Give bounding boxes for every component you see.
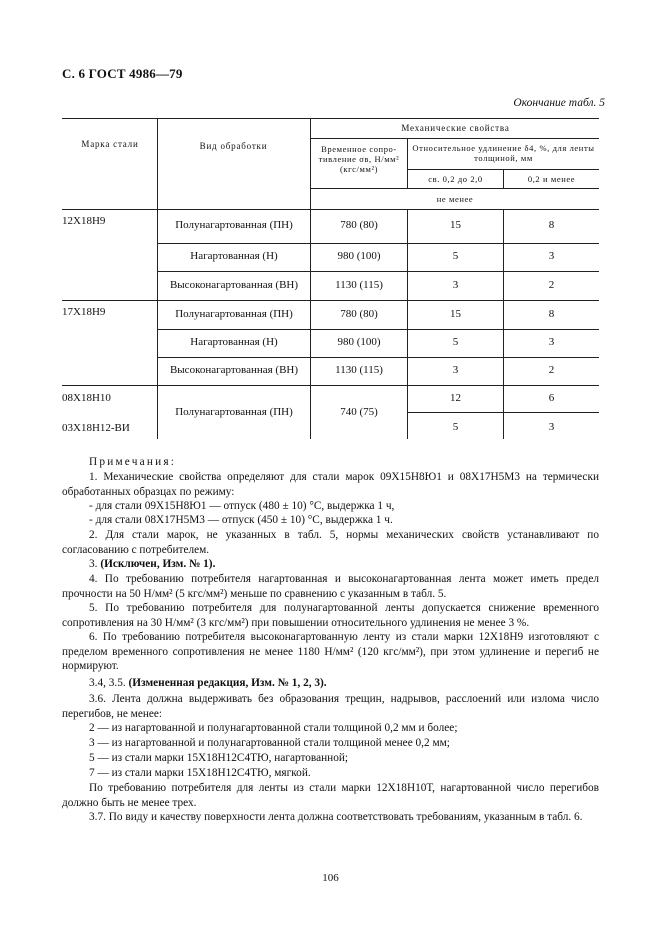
elongation-cell: 6 (548, 392, 555, 404)
note-4: 4. По требованию потребителя нагартованная и высоконагартованная лента может иметь предел прочности на 50 Н/мм² (5 кгс/мм²) меньше по сравнению с указанным в табл. 5. (62, 573, 599, 600)
table-col-divider (407, 209, 408, 439)
note-3-number: 3. (89, 558, 98, 570)
treatment-cell: Высоконагартованная (ВН) (169, 279, 299, 291)
tensile-cell: 740 (75) (340, 406, 378, 418)
note-6: 6. По требованию потребителя высоконагартованную ленту из стали марки 12Х18Н9 изготовляют с пределом временного сопротивления не менее 1180 Н/мм² (120 кгс/мм²), при этом удлинение и перегиб не нормируют. (62, 631, 599, 673)
list-item: 5 — из стали марки 15Х18Н12С4ТЮ, нагартованной; (89, 752, 349, 764)
note-3 (62, 557, 599, 572)
note-3-bold: (Исключен, Изм. № 1). (100, 558, 216, 570)
note-1a: - для стали 09Х15Н8Ю1 — отпуск (480 ± 10) °С, выдержка 1 ч, (89, 500, 395, 512)
tensile-cell: 1130 (115) (335, 279, 383, 291)
grade-cell: 12Х18Н9 (62, 215, 106, 227)
table-divider (157, 243, 599, 244)
table-header-bottom (62, 209, 599, 210)
header-thickness-2: 0,2 и менее (527, 174, 576, 184)
paragraph-3-4-bold: (Измененная редакция, Изм. № 1, 2, 3). (128, 677, 327, 689)
elongation-cell: 5 (452, 421, 459, 433)
elongation-cell: 15 (450, 219, 461, 231)
tensile-cell: 780 (80) (340, 308, 378, 320)
mechanical-properties-table (62, 118, 599, 439)
elongation-cell: 15 (450, 308, 461, 320)
paragraph-3-4-number: 3.4, 3.5. (89, 677, 126, 689)
table-divider (157, 329, 599, 330)
table-divider (157, 357, 599, 358)
elongation-cell: 3 (548, 421, 555, 433)
header-mechanical-properties: Механические свойства (401, 123, 510, 133)
elongation-cell: 2 (548, 279, 555, 291)
grade-cell: 17Х18Н9 (62, 306, 106, 318)
treatment-cell: Нагартованная (Н) (190, 250, 278, 262)
treatment-cell: Полунагартованная (ПН) (175, 219, 293, 231)
elongation-cell: 12 (450, 392, 461, 404)
table-caption: Окончание табл. 5 (513, 97, 605, 109)
table-divider (62, 300, 599, 301)
elongation-cell: 2 (548, 364, 555, 376)
note-1b: - для стали 08Х17Н5М3 — отпуск (450 ± 10) °С, выдержка 1 ч. (89, 514, 393, 526)
page-header: С. 6 ГОСТ 4986—79 (62, 66, 183, 81)
header-thickness-1: св. 0,2 до 2,0 (428, 174, 483, 184)
elongation-cell: 8 (548, 308, 555, 320)
list-item: 3 — из нагартованной и полунагартованной стали толщиной менее 0,2 мм; (89, 737, 450, 749)
page-number: 106 (322, 872, 339, 884)
treatment-cell: Высоконагартованная (ВН) (169, 364, 299, 376)
elongation-cell: 5 (452, 250, 459, 262)
elongation-cell: 3 (452, 364, 459, 376)
tensile-cell: 980 (100) (337, 336, 381, 348)
table-divider (310, 188, 599, 189)
elongation-cell: 8 (548, 219, 555, 231)
treatment-cell: Нагартованная (Н) (190, 336, 278, 348)
tensile-cell: 780 (80) (340, 219, 378, 231)
header-tensile-strength: Временное сопро-тивление σв, Н/мм² (кгс/мм²) (318, 144, 400, 174)
elongation-cell: 3 (452, 279, 459, 291)
grade-cell: 03Х18Н12-ВИ (62, 422, 130, 434)
paragraph-3-7: 3.7. По виду и качеству поверхности лента должна соответствовать требованиям, указанным в табл. 6. (89, 811, 583, 823)
note-2: 2. Для стали марок, не указанных в табл. 5, нормы механических свойств устанавливают по согласованию с потребителем. (62, 529, 599, 556)
table-top-border (62, 118, 599, 119)
table-divider (62, 385, 599, 386)
header-grade: Марка стали (81, 139, 139, 149)
tensile-cell: 980 (100) (337, 250, 381, 262)
table-divider (310, 138, 599, 139)
notes-title: Примечания: (89, 456, 177, 468)
header-not-less: не менее (436, 194, 474, 204)
tensile-cell: 1130 (115) (335, 364, 383, 376)
treatment-cell: Полунагартованная (ПН) (175, 308, 293, 320)
note-1: 1. Механические свойства определяют для стали марок 09Х15Н8Ю1 и 08Х17Н5М3 на термически обработанных образцах по режиму: (62, 471, 599, 498)
table-divider (157, 271, 599, 272)
elongation-cell: 3 (548, 250, 555, 262)
paragraph-3-6: 3.6. Лента должна выдерживать без образования трещин, надрывов, расслоений или излома число перегибов, не менее: (62, 693, 599, 720)
header-elongation: Относительное удлинение δ4, %, для ленты толщиной, мм (412, 143, 595, 163)
note-5: 5. По требованию потребителя для полунагартованной ленты допускается снижение временного сопротивления на 30 Н/мм² (3 кгс/мм²) при повышении относительного удлинения не менее 3 %. (62, 602, 599, 629)
table-col-divider (503, 209, 504, 439)
list-item: 2 — из нагартованной и полунагартованной стали толщиной 0,2 мм и более; (89, 722, 458, 734)
paragraph-3-6b: По требованию потребителя для ленты из стали марки 12Х18Н10Т, нагартованной число перегибов должно быть не менее трех. (62, 782, 599, 809)
header-treatment: Вид обработки (199, 141, 268, 151)
treatment-cell: Полунагартованная (ПН) (175, 406, 293, 418)
elongation-cell: 5 (452, 336, 459, 348)
elongation-cell: 3 (548, 336, 555, 348)
paragraph-3-4 (62, 676, 599, 691)
grade-cell: 08Х18Н10 (62, 392, 111, 404)
list-item: 7 — из стали марки 15Х18Н12С4ТЮ, мягкой. (89, 767, 311, 779)
